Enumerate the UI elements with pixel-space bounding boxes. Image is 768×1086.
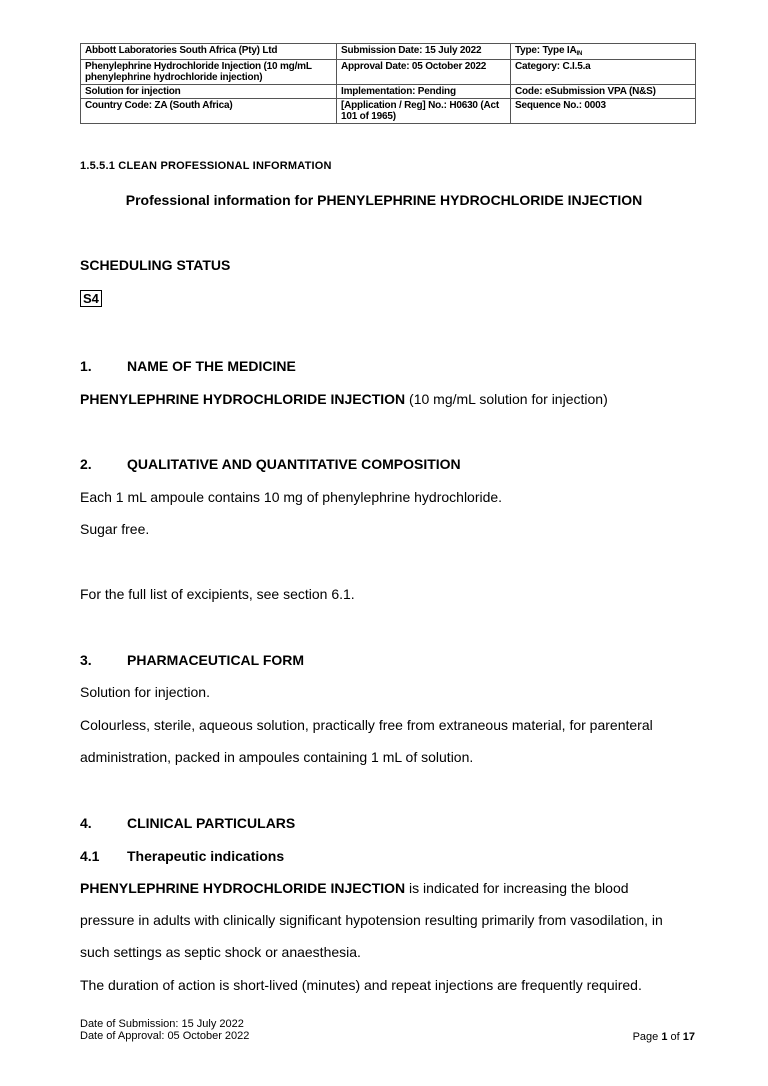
header-type: Type: Type $IA_{IN}$ <box>511 44 696 60</box>
indications-line-2: pressure in adults with clinically significant hypotension resulting primarily from vasodilation, in <box>80 912 663 928</box>
header-country: Country Code: ZA (South Africa) <box>81 99 337 124</box>
header-code: Code: eSubmission VPA (N&S) <box>511 85 696 99</box>
indications-line-1: PHENYLEPHRINE HYDROCHLORIDE INJECTION is indicated for increasing the blood <box>80 880 629 896</box>
section-1-title: NAME OF THE MEDICINE <box>127 358 296 374</box>
form-line-3: administration, packed in ampoules containing 1 mL of solution. <box>80 749 474 765</box>
header-product: Phenylephrine Hydrochloride Injection (10 mg/mL phenylephrine hydrochloride injection) <box>81 60 337 85</box>
header-implementation: Implementation: Pending <box>337 85 511 99</box>
subsection-4-1-title: Therapeutic indications <box>127 848 285 864</box>
header-form: Solution for injection <box>81 85 337 99</box>
footer-dates <box>80 1018 249 1042</box>
header-category: Category: C.I.5.a <box>511 60 696 85</box>
header-submission-date: Submission Date: 15 July 2022 <box>337 44 511 60</box>
footer-approval-date: Date of Approval: 05 October 2022 <box>80 1030 250 1042</box>
header-sequence: Sequence No.: 0003 <box>511 99 696 124</box>
scheduling-value: S4 <box>80 290 102 307</box>
header-approval-date: Approval Date: 05 October 2022 <box>337 60 511 85</box>
section-1-number: 1. <box>80 358 92 374</box>
header-company: Abbott Laboratories South Africa (Pty) Ltd <box>81 44 337 60</box>
sugar-free-line: Sugar free. <box>80 521 150 537</box>
section-4-title: CLINICAL PARTICULARS <box>127 815 296 831</box>
scheduling-heading: SCHEDULING STATUS <box>80 257 231 273</box>
document-title: Professional information for PHENYLEPHRINE HYDROCHLORIDE INJECTION <box>125 192 643 208</box>
page-number: Page 1 of 17 <box>632 1031 695 1043</box>
indications-line-3: such settings as septic shock or anaesthesia. <box>80 944 361 960</box>
section-code: 1.5.5.1 CLEAN PROFESSIONAL INFORMATION <box>80 160 332 172</box>
section-4-number: 4. <box>80 815 92 831</box>
excipients-line: For the full list of excipients, see section 6.1. <box>80 586 355 602</box>
form-line-2: Colourless, sterile, aqueous solution, practically free from extraneous material, for parenteral <box>80 717 653 733</box>
indications-line-4: The duration of action is short-lived (minutes) and repeat injections are frequently required. <box>80 977 642 993</box>
section-3-number: 3. <box>80 652 92 668</box>
composition-line: Each 1 mL ampoule contains 10 mg of phenylephrine hydrochloride. <box>80 489 503 505</box>
header-table <box>80 43 696 124</box>
section-3-title: PHARMACEUTICAL FORM <box>127 652 305 668</box>
section-2-title: QUALITATIVE AND QUANTITATIVE COMPOSITION <box>127 456 461 472</box>
footer-submission-date: Date of Submission: 15 July 2022 <box>80 1018 244 1030</box>
medicine-name: PHENYLEPHRINE HYDROCHLORIDE INJECTION (10 mg/mL solution for injection) <box>80 391 608 407</box>
form-line-1: Solution for injection. <box>80 684 210 700</box>
subsection-4-1-number: 4.1 <box>80 848 100 864</box>
section-2-number: 2. <box>80 456 92 472</box>
header-reg-no: [Application / Reg] No.: H0630 (Act 101 of 1965) <box>337 99 511 124</box>
